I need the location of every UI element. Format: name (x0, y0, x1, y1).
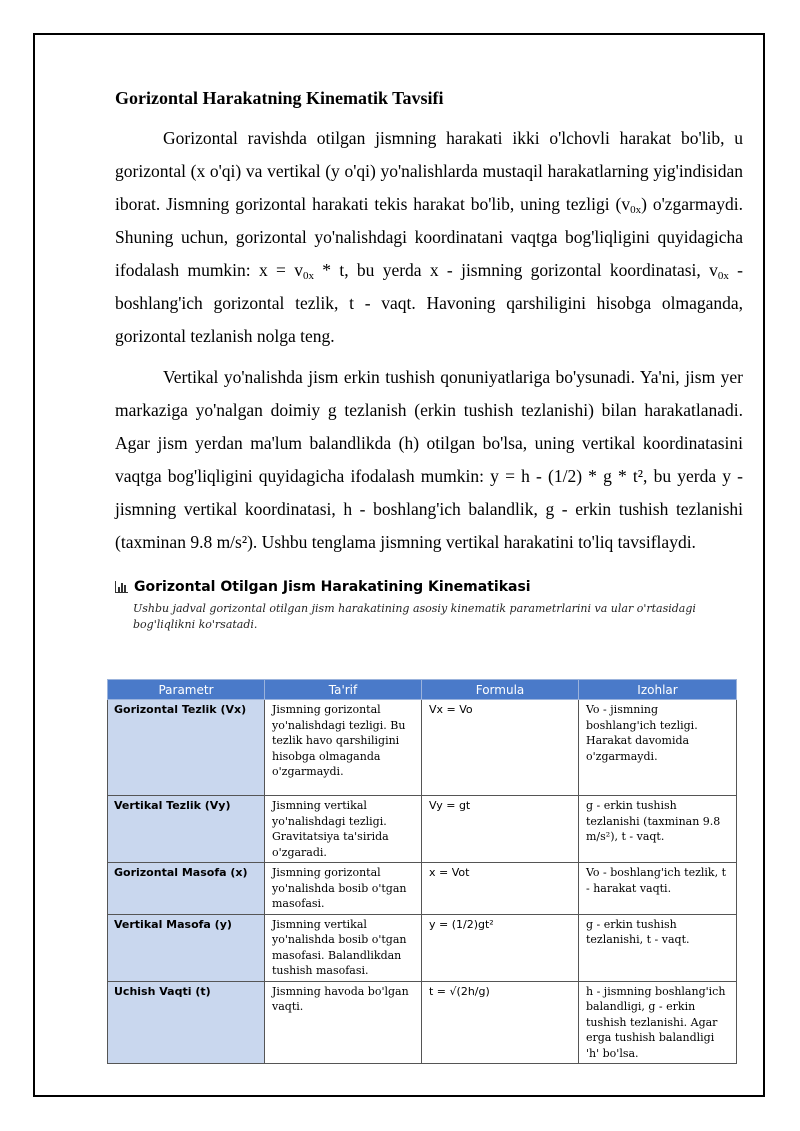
definition-cell: Jismning vertikal yo'nalishda bosib o'tgan masofasi. Balandlikdan tushish masofasi. (265, 914, 422, 981)
paragraph1-text-4: - boshlang'ich gorizontal tezlik, t - vaqt. Havoning qarshiligini hisobga olmaganda, gorizontal tezlanish nolga teng. (115, 260, 743, 346)
param-cell: Gorizontal Tezlik (Vx) (108, 700, 265, 796)
column-header-parametr: Parametr (108, 680, 265, 700)
table-row (108, 796, 737, 863)
subscript-0x: 0x (717, 270, 729, 282)
subscript-0x: 0x (302, 270, 314, 282)
paragraph1-text-3: * t, bu yerda x - jismning gorizontal koordinatasi, v (313, 260, 718, 280)
column-header-izohlar: Izohlar (579, 680, 737, 700)
table-caption: Ushbu jadval gorizontal otilgan jism harakatining asosiy kinematik parametrlarini va ular o'rtasidagi bog'liqlikni ko'rsatadi. (133, 602, 696, 631)
table-row (108, 863, 737, 915)
table-heading (115, 579, 743, 595)
formula-cell: Vy = gt (422, 796, 579, 863)
subscript-0x: 0x (630, 204, 642, 216)
definition-cell: Jismning havoda bo'lgan vaqti. (265, 981, 422, 1064)
param-cell: Gorizontal Masofa (x) (108, 863, 265, 915)
definition-cell: Jismning gorizontal yo'nalishda bosib o'tgan masofasi. (265, 863, 422, 915)
formula-cell: y = (1/2)gt² (422, 914, 579, 981)
document-body (115, 86, 743, 641)
notes-cell: h - jismning boshlang'ich balandligi, g - erkin tushish tezlanishi. Agar erga tushish balandligi 'h' bo'lsa. (579, 981, 737, 1064)
formula-cell: x = Vot (422, 863, 579, 915)
notes-cell: Vo - boshlang'ich tezlik, t - harakat vaqti. (579, 863, 737, 915)
formula-cell: t = √(2h/g) (422, 981, 579, 1064)
formula-cell: Vx = Vo (422, 700, 579, 796)
paragraph1-text-2: ) o'zgarmaydi. Shuning uchun, gorizontal yo'nalishdagi koordinatani vaqtga bog'liqligini quyidagicha ifodalash mumkin: x = v (115, 194, 743, 280)
bar-chart-icon (115, 581, 128, 593)
definition-cell: Jismning vertikal yo'nalishdagi tezligi. Gravitatsiya ta'sirida o'zgaradi. (265, 796, 422, 863)
table-title: Gorizontal Otilgan Jism Harakatining Kinematikasi (134, 579, 531, 595)
notes-cell: g - erkin tushish tezlanishi, t - vaqt. (579, 914, 737, 981)
notes-cell: Vo - jismning boshlang'ich tezligi. Harakat davomida o'zgarmaydi. (579, 700, 737, 796)
param-cell: Vertikal Masofa (y) (108, 914, 265, 981)
column-header-tarif: Ta'rif (265, 680, 422, 700)
paragraph-horizontal-motion (115, 122, 743, 353)
table-row (108, 914, 737, 981)
paragraph1-text-1: Gorizontal ravishda otilgan jismning harakati ikki o'lchovli harakat bo'lib, u gorizontal (x o'qi) va vertikal (y o'qi) yo'nalishlarda mustaqil harakatlarning yig'indisidan iborat. Jismning gorizontal harakati tekis harakat bo'lib, uning tezligi (v (115, 128, 743, 214)
kinematics-table (107, 679, 737, 1064)
table-row (108, 700, 737, 796)
paragraph-vertical-motion: Vertikal yo'nalishda jism erkin tushish qonuniyatlariga bo'ysunadi. Ya'ni, jism yer markaziga yo'nalgan doimiy g tezlanish (erkin tushish tezlanishi) bilan harakatlanadi. Agar jism yerdan ma'lum balandlikda (h) otilgan bo'lsa, uning vertikal koordinatasini vaqtga bog'liqligini quyidagicha ifodalash mumkin: y = h - (1/2) * g * t², bu yerda y - jismning vertikal koordinatasi, h - boshlang'ich balandlik, g - erkin tushish tezlanishi (taxminan 9.8 m/s²). Ushbu tenglama jismning vertikal harakatini to'liq tavsiflaydi. (115, 367, 743, 552)
document-title: Gorizontal Harakatning Kinematik Tavsifi (115, 88, 444, 108)
param-cell: Vertikal Tezlik (Vy) (108, 796, 265, 863)
table-header-row (108, 680, 737, 700)
table-row (108, 981, 737, 1064)
column-header-formula: Formula (422, 680, 579, 700)
notes-cell: g - erkin tushish tezlanishi (taxminan 9.8 m/s²), t - vaqt. (579, 796, 737, 863)
definition-cell: Jismning gorizontal yo'nalishdagi tezligi. Bu tezlik havo qarshiligini hisobga olmaganda o'zgarmaydi. (265, 700, 422, 796)
param-cell: Uchish Vaqti (t) (108, 981, 265, 1064)
